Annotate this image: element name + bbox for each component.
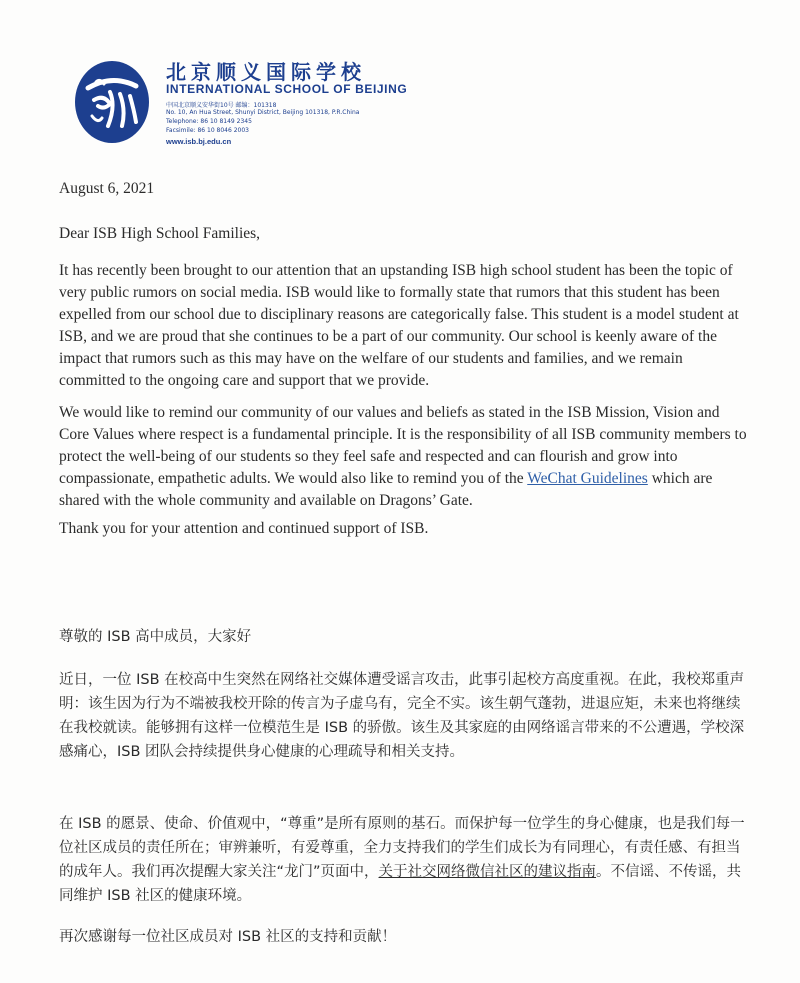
paragraph-chinese-2	[59, 812, 749, 908]
paragraph-english-2	[59, 402, 749, 512]
closing-english: Thank you for your attention and continued support of ISB.	[59, 520, 429, 537]
closing-chinese: 再次感谢每一位社区成员对 ISB 社区的支持和贡献！	[59, 929, 397, 945]
isb-dragon-logo-icon	[74, 60, 150, 144]
website-link[interactable]: www.isb.bj.edu.cn	[166, 137, 232, 146]
salutation-english: Dear ISB High School Families,	[59, 225, 261, 242]
letter-date: August 6, 2021	[59, 180, 155, 197]
school-name-chinese: 北京顺义国际学校	[166, 60, 366, 84]
paragraph-english-2-text-b: which are shared with the whole community and available on Dragons’ Gate.	[59, 470, 713, 509]
salutation-chinese: 尊敬的 ISB 高中成员，大家好	[59, 629, 252, 645]
paragraph-english-2-text-a: We would like to remind our community of our values and beliefs as stated in the ISB Mission, Vision and Core Values where respect is a fundamental principle. It is the responsibility of all ISB community members to protect the well-being of our students so they feel safe and respected and can flourish and grow into compassionate, empathetic adults. We would also like to remind you of the	[59, 404, 747, 487]
address-english: No. 10, An Hua Street, Shunyi District, Beijing 101318, P.R.China	[166, 109, 360, 116]
paragraph-english-1: It has recently been brought to our attention that an upstanding ISB high school student has been the topic of very public rumors on social media. ISB would like to formally state that rumors that this student has been expelled from our school due to disciplinary reasons are categorically false. This student is a model student at ISB, and we are proud that she continues to be a part of our community. Our school is keenly aware of the impact that rumors such as this may have on the welfare of our students and families, and we remain committed to the ongoing care and support that we provide.	[59, 262, 739, 389]
school-name-english: INTERNATIONAL SCHOOL OF BEIJING	[166, 82, 408, 96]
letterhead	[74, 56, 434, 156]
wechat-guidelines-link[interactable]: WeChat Guidelines	[527, 470, 648, 487]
facsimile: Facsimile: 86 10 8046 2003	[166, 127, 249, 134]
address-chinese: 中国北京顺义安华街10号 邮编：101318	[166, 102, 277, 109]
telephone: Telephone: 86 10 8149 2345	[166, 118, 252, 125]
paragraph-chinese-2-text-b: 。不信谣、不传谣，共同维护 ISB 社区的健康环境。	[59, 864, 742, 904]
paragraph-chinese-1: 近日，一位 ISB 在校高中生突然在网络社交媒体遭受谣言攻击，此事引起校方高度重视。在此，我校郑重声明：该生因为行为不端被我校开除的传言为子虚乌有，完全不实。该生朝气蓬勃，进退应矩，未来也将继续在我校就读。能够拥有这样一位模范生是 ISB 的骄傲。该生及其家庭的由网络谣言带来的不公遭遇，学校深感痛心，ISB 团队会持续提供身心健康的心理疏导和相关支持。	[59, 672, 745, 760]
wechat-guidelines-link-chinese[interactable]: 关于社交网络微信社区的建议指南	[378, 864, 597, 880]
paragraph-chinese-2-text-a: 在 ISB 的愿景、使命、价值观中，“尊重”是所有原则的基石。而保护每一位学生的身心健康，也是我们每一位社区成员的责任所在；审辨兼听，有爱尊重，全力支持我们的学生们成长为有同理心，有责任感、有担当的成年人。我们再次提醒大家关注“龙门”页面中，	[59, 816, 745, 880]
